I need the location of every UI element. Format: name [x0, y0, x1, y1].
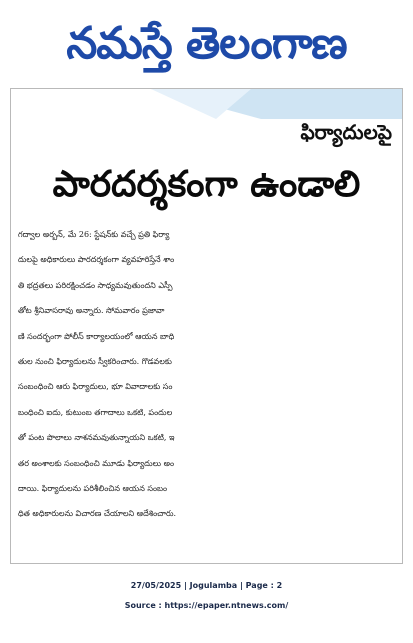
article-body	[18, 222, 400, 562]
body-line: దులపై అధికారులు పారదర్శకంగా వ్యవహరిస్తేనే శాం	[18, 255, 175, 265]
body-line: ధిత అధికారులను విచారణ చేయాలని ఆదేశించారు.	[18, 509, 177, 519]
article-headline: పారదర్శకంగా ఉండాలి	[52, 164, 361, 205]
body-line: తో పంట పొలాలు నాశనమవుతున్నాయని ఒకటి, ఇ	[18, 433, 175, 443]
body-line: తర అంశాలకు సంబంధించి మూడు ఫిర్యాదులు అం	[18, 458, 175, 468]
clip-footer	[0, 576, 413, 616]
body-line: దాయి. ఫిర్యాదులను పరిశీలించిన ఆయన సంబం	[18, 484, 168, 494]
edition-info: 27/05/2025 | Jogulamba | Page : 2	[130, 581, 283, 590]
newspaper-masthead	[10, 8, 403, 80]
article-kicker: ఫిర్యాదులపై	[300, 120, 392, 144]
body-line: తి భద్రతలు పరిరక్షించడం సాధ్యమవుతుందని ఎస్పీ	[18, 280, 173, 290]
body-line: సంబంధించి ఆరు ఫిర్యాదులు, భూ వివాదాలకు సం	[18, 382, 173, 392]
body-line: గద్వాల అర్బన్, మే 26: స్టేషన్‌కు వచ్చే ప్రతి ఫిర్యా	[18, 230, 170, 239]
source-link[interactable]: Source : https://epaper.ntnews.com/	[124, 601, 289, 610]
body-line: తోట శ్రీనివాసరావు అన్నారు. సోమవారం ప్రజావా	[18, 306, 165, 316]
body-line: తుల నుంచి ఫిర్యాదులను స్వీకరించారు. గొడవలకు	[18, 357, 172, 367]
body-line: బంధించి ఐదు, కుటుంబ తగాదాలు ఒకటి, పందుల	[18, 407, 173, 417]
masthead-title: నమస్తే తెలంగాణ	[66, 18, 347, 69]
body-line: ణి సందర్భంగా పోలీస్ కార్యాలయంలో ఆయన బాధి	[18, 331, 175, 341]
